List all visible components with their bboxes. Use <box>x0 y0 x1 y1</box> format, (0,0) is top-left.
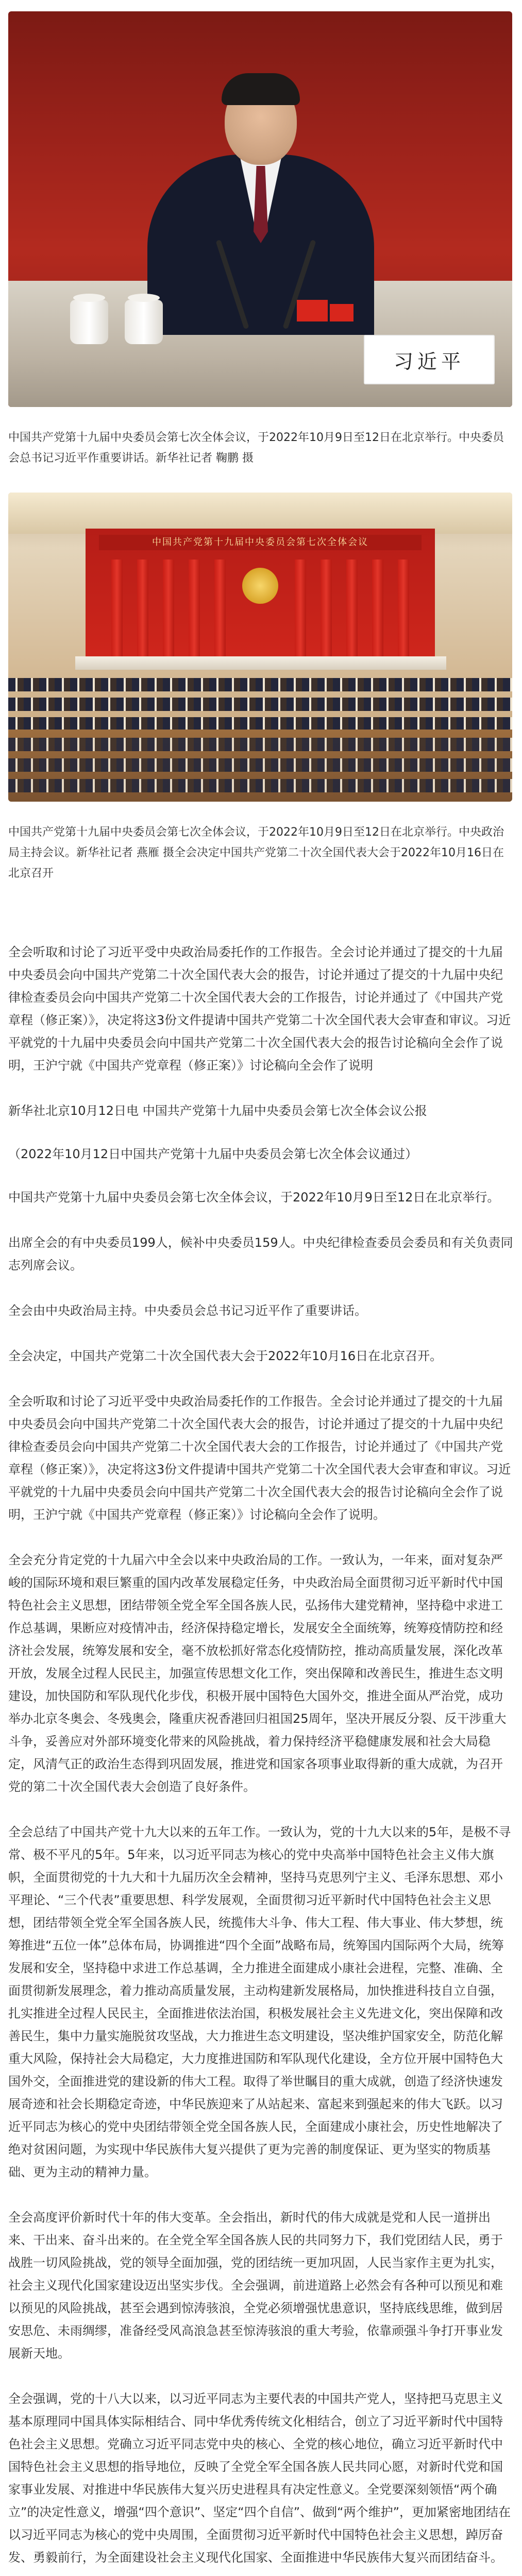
red-flag-icon <box>398 560 409 663</box>
red-flag-icon <box>295 560 306 663</box>
news-photo-speaker <box>8 11 512 407</box>
red-flag-icon <box>189 560 200 663</box>
audience-row <box>8 779 512 792</box>
caption-text: 中国共产党第十九届中央委员会第七次全体会议，于2022年10月9日至12日在北京举行。中央委员会总书记习近平作重要讲话。新华社记者 鞠鹏 摄 <box>8 431 504 465</box>
red-flag-icon <box>346 560 358 663</box>
audience-row <box>8 738 512 751</box>
article-paragraph: 全会听取和讨论了习近平受中央政治局委托作的工作报告。全会讨论并通过了提交的十九届中央委员会向中国共产党第二十次全国代表大会的报告，讨论并通过了提交的十九届中央纪律检查委员会向中国共产党第二十次全国代表大会的工作报告，讨论并通过了《中国共产党章程（修正案）》，决定将这3份文件提请中国共产党第二十次全国代表大会审查和审议。习近平就党的十九届中央委员会向中国共产党第二十次全国代表大会的报告讨论稿向全会作了说明，王沪宁就《中国共产党章程（修正案）》讨论稿向全会作了说明。 <box>8 1394 511 1522</box>
rostrum-desk <box>75 656 446 670</box>
article-paragraph: 全会总结了中国共产党十九大以来的五年工作。一致认为，党的十九大以来的5年，是极不寻常、极不平凡的5年。5年来，以习近平同志为核心的党中央高举中国特色社会主义伟大旗帜，全面贯彻党的十九大和十九届历次全会精神，坚持马克思列宁主义、毛泽东思想、邓小平理论、“三个代表”重要思想、科学发展观，全面贯彻习近平新时代中国特色社会主义思想，团结带领全党全军全国各族人民，统揽伟大斗争、伟大工程、伟大事业、伟大梦想，统筹推进“五位一体”总体布局，协调推进“四个全面”战略布局，统筹国内国际两个大局，统筹发展和安全，坚持稳中求进工作总基调，全力推进全面建成小康社会进程，完整、准确、全面贯彻新发展理念，着力推动高质量发展，主动构建新发展格局，加快推进科技自立自强，扎实推进全过程人民民主，全面推进依法治国，积极发展社会主义先进文化，突出保障和改善民生，集中力量实施脱贫攻坚战，大力推进生态文明建设，坚决维护国家安全，防范化解重大风险，保持社会大局稳定，大力度推进国防和军队现代化建设，全方位开展中国特色大国外交，全面推进党的建设新的伟大工程。取得了举世瞩目的重大成就，创造了经济快速发展奇迹和社会长期稳定奇迹，中华民族迎来了从站起来、富起来到强起来的伟大飞跃。以习近平同志为核心的党中央团结带领全党全国各族人民，全面建成小康社会，历史性地解决了绝对贫困问题，为实现中华民族伟大复兴提供了更为完善的制度保证、更为坚实的物质基础、更为主动的精神力量。 <box>8 1825 511 2179</box>
teacup-icon <box>70 300 108 344</box>
red-flag-icon <box>214 560 226 663</box>
hall-ceiling <box>8 493 512 534</box>
red-flag-icon <box>163 560 174 663</box>
article-paragraph: 中国共产党第十九届中央委员会第七次全体会议，于2022年10月9日至12日在北京举行。 <box>8 1190 500 1205</box>
news-photo-hall <box>8 493 512 802</box>
party-flag-icon <box>297 300 328 321</box>
hall-banner: 中国共产党第十九届中央委员会第七次全体会议 <box>99 535 422 550</box>
photo-caption <box>8 428 513 469</box>
article-paragraph: 全会强调，党的十八大以来，以习近平同志为主要代表的中国共产党人，坚持把马克思主义基本原理同中国具体实际相结合、同中华优秀传统文化相结合，创立了习近平新时代中国特色社会主义思想。党确立习近平同志党中央的核心、全党的核心地位，确立习近平新时代中国特色社会主义思想的指导地位，反映了全党全军全国各族人民共同心愿，对新时代党和国家事业发展、对推进中华民族伟大复兴历史进程具有决定性意义。全党要深刻领悟“两个确立”的决定性意义，增强“四个意识”、坚定“四个自信”、做到“两个维护”，更加紧密地团结在以习近平同志为核心的党中央周围，全面贯彻习近平新时代中国特色社会主义思想，踔厉奋发、勇毅前行，为全面建设社会主义现代化国家、全面推进中华民族伟大复兴而团结奋斗。 <box>8 2392 511 2565</box>
caption-text: 中国共产党第十九届中央委员会第七次全体会议，于2022年10月9日至12日在北京举行。中央政治局主持会议。新华社记者 燕雁 摄全会决定中国共产党第二十次全国代表大会于2022年10月16日在北京召开 <box>8 826 504 880</box>
dateline: 新华社北京10月12日电 中国共产党第十九届中央委员会第七次全体会议公报 <box>8 1104 427 1118</box>
teacup-icon <box>125 300 163 344</box>
article-paragraph: 出席全会的有中央委员199人，候补中央委员159人。中央纪律检查委员会委员和有关负责同志列席会议。 <box>8 1235 513 1273</box>
article-paragraph: 全会听取和讨论了习近平受中央政治局委托作的工作报告。全会讨论并通过了提交的十九届中央委员会向中国共产党第二十次全国代表大会的报告，讨论并通过了提交的十九届中央纪律检查委员会向中国共产党第二十次全国代表大会的工作报告，讨论并通过了《中国共产党章程（修正案）》，决定将这3份文件提请中国共产党第二十次全国代表大会审查和审议。习近平就党的十九届中央委员会向中国共产党第二十次全国代表大会的报告讨论稿向全会作了说明，王沪宁就《中国共产党章程（修正案）》讨论稿向全会作了说明 <box>8 945 511 1073</box>
article-paragraph: 全会由中央政治局主持。中央委员会总书记习近平作了重要讲话。 <box>8 1303 367 1318</box>
photo-caption <box>8 822 513 884</box>
party-flag-icon <box>330 304 353 321</box>
audience-row <box>8 758 512 772</box>
article-paragraph: 全会充分肯定党的十九届六中全会以来中央政治局的工作。一致认为，一年来，面对复杂严峻的国际环境和艰巨繁重的国内改革发展稳定任务，中央政治局全面贯彻习近平新时代中国特色社会主义思想，团结带领全党全军全国各族人民，弘扬伟大建党精神，坚持稳中求进工作总基调，果断应对疫情冲击，经济保持稳定增长，发展安全全面统筹，统筹疫情防控和经济社会发展，统筹发展和安全，毫不放松抓好常态化疫情防控，推动高质量发展，深化改革开放，发展全过程人民民主，加强宣传思想文化工作，突出保障和改善民生，推进生态文明建设，加快国防和军队现代化步伐，积极开展中国特色大国外交，推进全面从严治党，成功举办北京冬奥会、冬残奥会，隆重庆祝香港回归祖国25周年，坚决开展反分裂、反干涉重大斗争，妥善应对外部环境变化带来的风险挑战，着力保持经济平稳健康发展和社会大局稳定，风清气正的政治生态得到巩固发展，推进党和国家各项事业取得新的重大成就，为召开党的第二十次全国代表大会创造了良好条件。 <box>8 1553 507 1794</box>
article-body <box>8 941 514 2576</box>
red-flag-icon <box>321 560 332 663</box>
audience-row <box>8 717 512 731</box>
nameplate: 习近平 <box>364 335 495 384</box>
article-paragraph: 全会决定，中国共产党第二十次全国代表大会于2022年10月16日在北京召开。 <box>8 1349 443 1363</box>
red-flag-icon <box>111 560 123 663</box>
speaker-figure <box>137 77 384 335</box>
red-flag-icon <box>372 560 383 663</box>
audience-row <box>8 698 512 711</box>
audience-row <box>8 678 512 691</box>
speaker-hair <box>222 73 300 105</box>
party-emblem-icon <box>242 568 278 604</box>
red-flag-icon <box>137 560 148 663</box>
communique-note: （2022年10月12日中国共产党第十九届中央委员会第七次全体会议通过） <box>8 1147 418 1161</box>
article-paragraph: 全会高度评价新时代十年的伟大变革。全会指出，新时代的伟大成就是党和人民一道拼出来、干出来、奋斗出来的。在全党全军全国各族人民的共同努力下，我们党团结人民，勇于战胜一切风险挑战，党的领导全面加强，党的团结统一更加巩固，人民当家作主更为扎实，社会主义现代化国家建设迈出坚实步伐。全会强调，前进道路上必然会有各种可以预见和难以预见的风险挑战，甚至会遇到惊涛骇浪，全党必须增强忧患意识，坚持底线思维，做到居安思危、未雨绸缪，准备经受风高浪急甚至惊涛骇浪的重大考验，依靠顽强斗争打开事业发展新天地。 <box>8 2210 503 2361</box>
